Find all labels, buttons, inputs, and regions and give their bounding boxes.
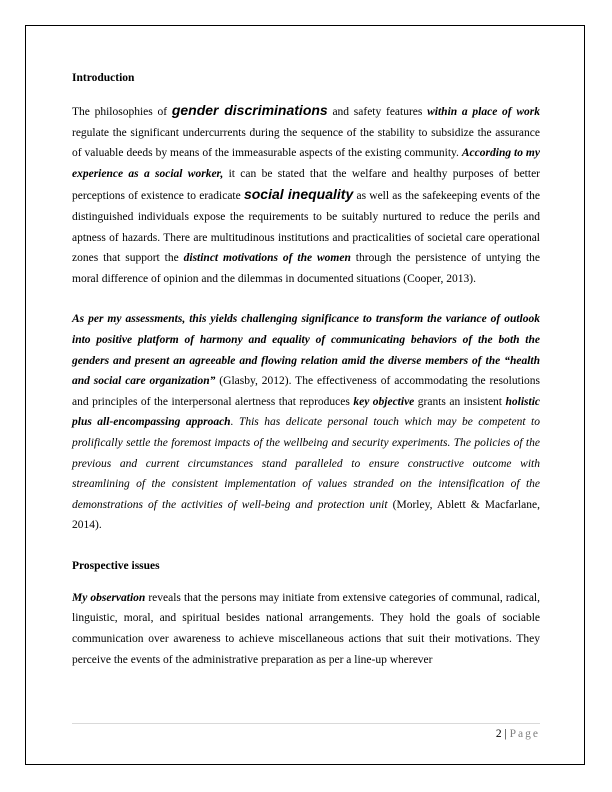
text-run: through the persistence of untying the moral difference of opinion and the dilemmas in documented situations (Cooper, 2013). (72, 252, 540, 285)
emphasis-social-worker: According to my experience as a social worker, (72, 147, 540, 180)
italic-run: . This has delicate personal touch which may be competent to prolifically settle the foremost impacts of the wellbeing and security experiments. The policies of the previous and current circumstances stand paralleled to ensure constructive outcome with streamlining of the consistent implementation of values stranded on the intensification of the demonstrations of the activities of well-being and protection unit (72, 416, 540, 511)
text-run: as well as the safekeeping events of the distinguished individuals expose the requirements to be suitably nurtured to reduce the perils and aptness of hazards. There are multitudinous institutions and practicalities of societal care operational zones that support the (72, 190, 540, 265)
emphasis-my-observation: My observation (72, 591, 146, 604)
emphasis-key-objective: key objective (353, 395, 415, 408)
page-number: 2 (495, 728, 502, 740)
emphasis-place-of-work: within a place of work (427, 106, 540, 118)
section-heading-prospective-issues: Prospective issues (72, 559, 160, 572)
paragraph-intro-2 (72, 309, 540, 536)
paragraph-intro-1 (72, 100, 540, 289)
emphasis-holistic-approach: holistic plus all-encompassing approach (72, 395, 540, 429)
text-run: (Glasby, 2012). The effectiveness of accommodating the resolutions and principles of the interpersonal alertness that reproduces (72, 375, 540, 408)
text-run: regulate the significant undercurrents during the sequence of the stability to subsidize the assurance of valuable deeds by means of the immeasurable aspects of the existing community. (72, 126, 540, 160)
emphasis-assessments: As per my assessments, this yields challenging significance to transform the variance of outlook into positive platform of harmony and equality of communicating behaviors of the both the genders and present an agreeable and flowing relation amid the diverse members of the “health and social care organization” (72, 313, 540, 388)
text-run: (Morley, Ablett & Macfarlane, 2014). (72, 498, 541, 532)
document-body (72, 68, 540, 690)
emphasis-motivations-women: distinct motivations of the women (183, 252, 351, 265)
page-footer (72, 728, 540, 740)
text-run: and safety features (327, 106, 428, 118)
emphasis-gender-discriminations: gender discriminations (171, 102, 328, 118)
paragraph-prospective-1 (72, 588, 540, 670)
emphasis-social-inequality: social inequality (243, 186, 354, 203)
footer-separator: | (501, 728, 510, 740)
page-label: Page (509, 728, 540, 740)
section-heading-introduction: Introduction (72, 72, 135, 84)
text-run: grants an insistent (414, 395, 506, 408)
text-run: it can be stated that the welfare and healthy purposes of better perceptions of existence to eradicate (72, 167, 541, 203)
footer-divider (72, 723, 540, 724)
text-run: The philosophies of (72, 106, 172, 118)
text-run: reveals that the persons may initiate from extensive categories of communal, radical, linguistic, moral, and spiritual besides national arrangements. They hold the goals of sociable communication over awareness to achieve miscellaneous actions that suit their motivations. They perceive the events of the administrative preparation as per a line-up wherever (72, 591, 540, 666)
